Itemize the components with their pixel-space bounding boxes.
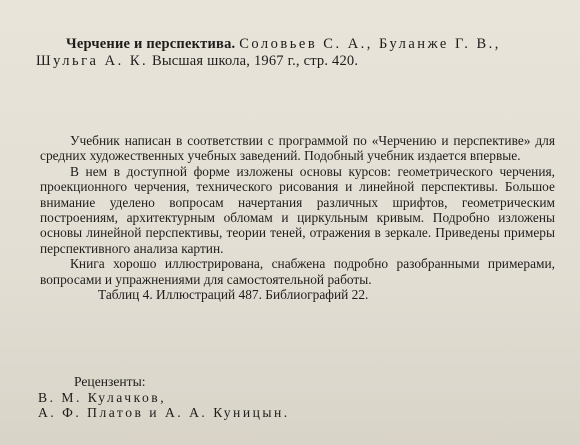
reviewers-heading: Рецензенты: <box>74 374 146 389</box>
book-stats: Таблиц 4. Иллюстраций 487. Библиографий 22. <box>98 287 369 303</box>
authors-line-1: Соловьев С. А., Буланже Г. В., <box>239 36 501 52</box>
bib-line-1 <box>36 36 556 53</box>
book-title: Черчение и перспектива. <box>66 36 236 52</box>
annotation-paragraph: Учебник написан в соответствии с программой по «Черчению и перспективе» для средних художественных учебных заведений. Подобный учебник издается впервые. <box>40 133 555 164</box>
reviewers-line-2: А. Ф. Платов и А. А. Куницын. <box>38 405 290 420</box>
bib-line-2 <box>36 53 556 70</box>
bibliographic-record <box>36 36 556 70</box>
authors-line-2: Шульга А. К. <box>36 53 149 69</box>
annotation-paragraph: В нем в доступной форме изложены основы курсов: геометрического черчения, проекционного черчения, технического рисования и линейной перспективы. Большое внимание уделено вопросам начертания различных шрифтов, геометрическим построениям, архитектурным обломам и циркульным кривым. Подробно изложены основы линейной перспективы, теории теней, отражения в зеркале. Приведены примеры перспективного анализа картин. <box>40 163 555 256</box>
annotation-paragraph: Книга хорошо иллюстрирована, снабжена подробно разобранными примерами, вопросами и упражнениями для самостоятельной работы. <box>40 256 555 287</box>
annotation-text <box>40 133 555 302</box>
reviewers-block <box>38 374 538 421</box>
publisher-info: Высшая школа, 1967 г., стр. 420. <box>151 53 359 69</box>
reviewers-line-1: В. М. Кулачков, <box>38 389 167 405</box>
